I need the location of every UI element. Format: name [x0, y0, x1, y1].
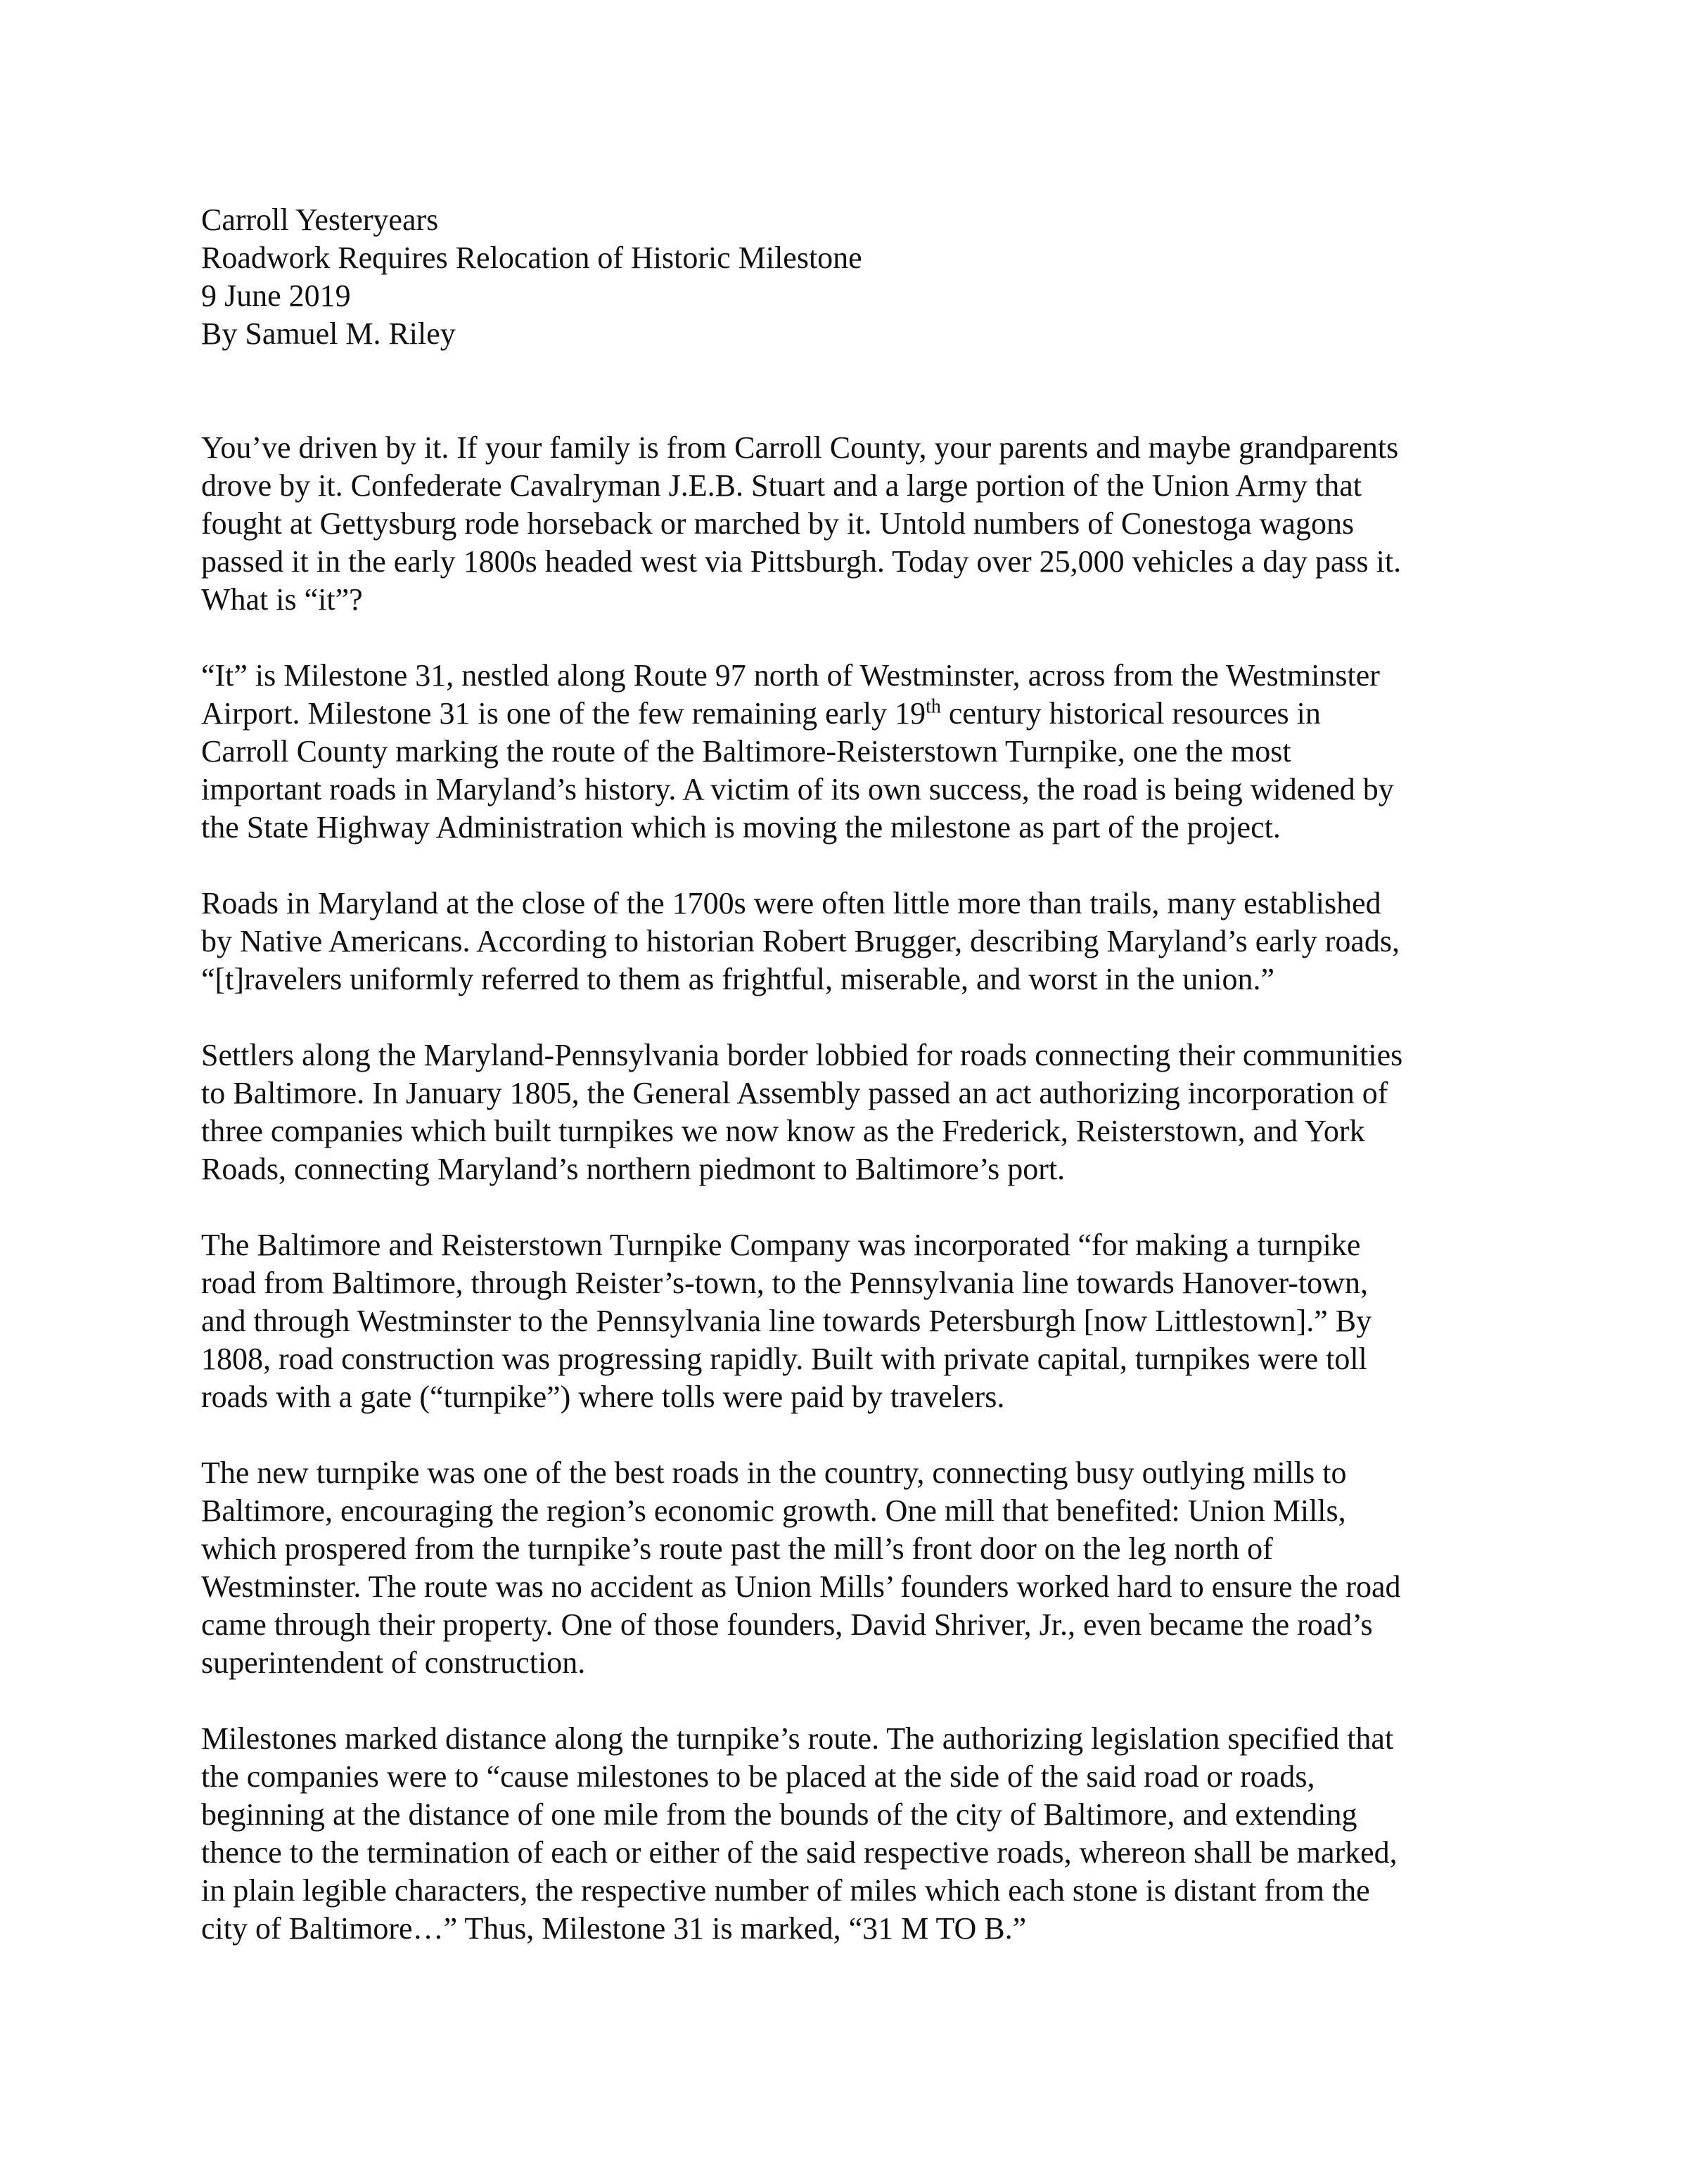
- text-line: “It” is Milestone 31, nestled along Route 97 north of Westminster, across from the Westminster: [201, 658, 1380, 693]
- text-line: fought at Gettysburg rode horseback or marched by it. Untold numbers of Conestoga wagons: [201, 506, 1355, 541]
- text-line: city of Baltimore…” Thus, Milestone 31 is marked, “31 M TO B.”: [201, 1911, 1027, 1946]
- text-line: Milestones marked distance along the turnpike’s route. The authorizing legislation specified that: [201, 1721, 1394, 1756]
- text-line: Baltimore, encouraging the region’s economic growth. One mill that benefited: Union Mills,: [201, 1494, 1346, 1528]
- text-line: three companies which built turnpikes we now know as the Frederick, Reisterstown, and York: [201, 1114, 1365, 1148]
- article-body: [201, 429, 1523, 1948]
- paragraph-2: [201, 657, 1523, 847]
- text-line: thence to the termination of each or either of the said respective roads, whereon shall be marked,: [201, 1835, 1398, 1870]
- paragraph-7: [201, 1720, 1523, 1948]
- text-segment: Airport. Milestone 31 is one of the few remaining early 19: [201, 696, 926, 731]
- text-line: the State Highway Administration which is moving the milestone as part of the project.: [201, 810, 1281, 844]
- superscript: th: [926, 695, 941, 718]
- text-line: 1808, road construction was progressing rapidly. Built with private capital, turnpikes were toll: [201, 1342, 1367, 1376]
- article-content: [201, 201, 1523, 1986]
- text-line: and through Westminster to the Pennsylvania line towards Petersburgh [now Littlestown].” By: [201, 1304, 1372, 1338]
- text-line: The new turnpike was one of the best roads in the country, connecting busy outlying mills to: [201, 1456, 1347, 1490]
- text-line: beginning at the distance of one mile from the bounds of the city of Baltimore, and extending: [201, 1797, 1357, 1832]
- text-line: Settlers along the Maryland-Pennsylvania border lobbied for roads connecting their communities: [201, 1038, 1403, 1072]
- paragraph-5: [201, 1226, 1523, 1416]
- text-segment: century historical resources in: [940, 696, 1321, 731]
- text-line: The Baltimore and Reisterstown Turnpike Company was incorporated “for making a turnpike: [201, 1228, 1361, 1262]
- text-line: passed it in the early 1800s headed west via Pittsburgh. Today over 25,000 vehicles a day pass it.: [201, 544, 1402, 579]
- text-line: the companies were to “cause milestones to be placed at the side of the said road or roads,: [201, 1759, 1315, 1794]
- text-line: important roads in Maryland’s history. A victim of its own success, the road is being widened by: [201, 772, 1394, 807]
- text-line: to Baltimore. In January 1805, the General Assembly passed an act authorizing incorporation of: [201, 1076, 1388, 1110]
- paragraph-3: [201, 885, 1523, 998]
- column-name: Carroll Yesteryears: [201, 203, 439, 237]
- text-line: which prospered from the turnpike’s route past the mill’s front door on the leg north of: [201, 1531, 1273, 1566]
- article-title: Roadwork Requires Relocation of Historic Milestone: [201, 240, 862, 275]
- text-line: by Native Americans. According to historian Robert Brugger, describing Maryland’s early roads,: [201, 924, 1400, 958]
- paragraph-6: [201, 1454, 1523, 1682]
- text-line: roads with a gate (“turnpike”) where tolls were paid by travelers.: [201, 1380, 1005, 1414]
- text-line: Carroll County marking the route of the Baltimore-Reisterstown Turnpike, one the most: [201, 734, 1291, 769]
- article-date: 9 June 2019: [201, 278, 351, 313]
- article-byline: By Samuel M. Riley: [201, 316, 456, 351]
- text-line: superintendent of construction.: [201, 1645, 586, 1680]
- text-line: Roads in Maryland at the close of the 1700s were often little more than trails, many established: [201, 886, 1381, 920]
- text-line: What is “it”?: [201, 582, 363, 617]
- text-line-with-superscript: [201, 695, 1523, 733]
- text-line: You’ve driven by it. If your family is from Carroll County, your parents and maybe grandparents: [201, 430, 1399, 465]
- article-header: [201, 201, 1523, 353]
- text-line: road from Baltimore, through Reister’s-town, to the Pennsylvania line towards Hanover-town,: [201, 1266, 1368, 1300]
- paragraph-1: [201, 429, 1523, 619]
- text-line: Roads, connecting Maryland’s northern piedmont to Baltimore’s port.: [201, 1152, 1066, 1186]
- text-line: Westminster. The route was no accident as Union Mills’ founders worked hard to ensure the road: [201, 1569, 1401, 1604]
- text-line: drove by it. Confederate Cavalryman J.E.B. Stuart and a large portion of the Union Army that: [201, 468, 1362, 503]
- paragraph-4: [201, 1036, 1523, 1188]
- text-line: “[t]ravelers uniformly referred to them as frightful, miserable, and worst in the union.”: [201, 962, 1275, 996]
- text-line: in plain legible characters, the respective number of miles which each stone is distant from the: [201, 1873, 1370, 1908]
- text-line: came through their property. One of those founders, David Shriver, Jr., even became the road’s: [201, 1607, 1373, 1642]
